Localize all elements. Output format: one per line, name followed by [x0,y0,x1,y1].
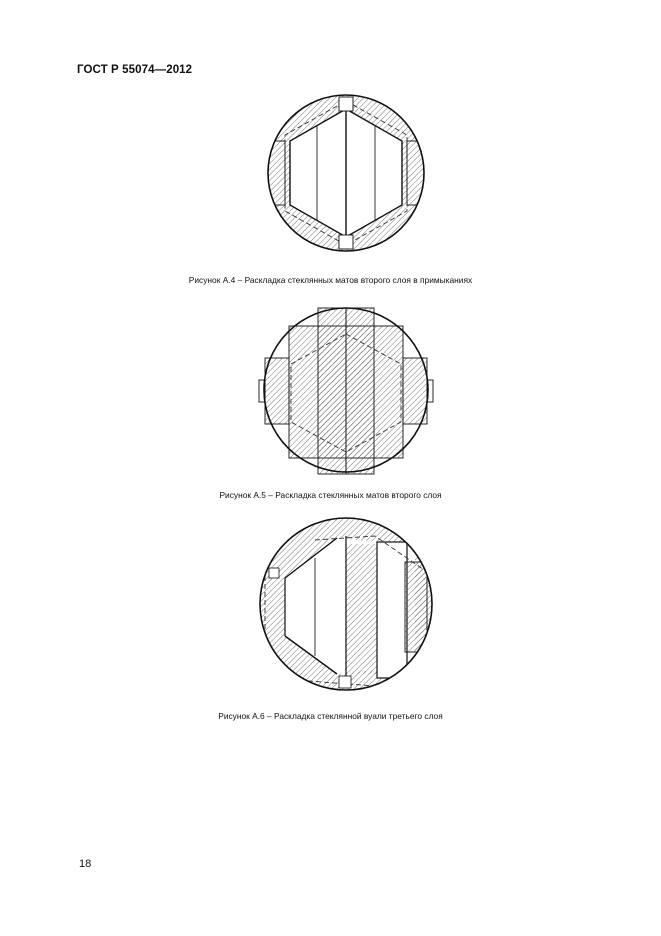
figure-a5 [255,306,437,466]
page-number: 18 [79,858,92,870]
figure-a6-drawing [255,516,437,696]
figure-a5-caption: Рисунок А.5 – Раскладка стеклянных матов второго слоя [219,490,442,500]
figure-a4-caption: Рисунок А.4 – Раскладка стеклянных матов второго слоя в примыканиях [188,275,473,285]
figure-a4 [255,93,437,253]
figure-a6-caption: Рисунок А.6 – Раскладка стеклянной вуали третьего слоя [218,711,443,721]
figure-a6 [255,516,437,676]
figure-a5-drawing [255,306,437,472]
figure-a4-drawing [255,93,437,255]
standard-header: ГОСТ Р 55074—2012 [77,64,193,76]
